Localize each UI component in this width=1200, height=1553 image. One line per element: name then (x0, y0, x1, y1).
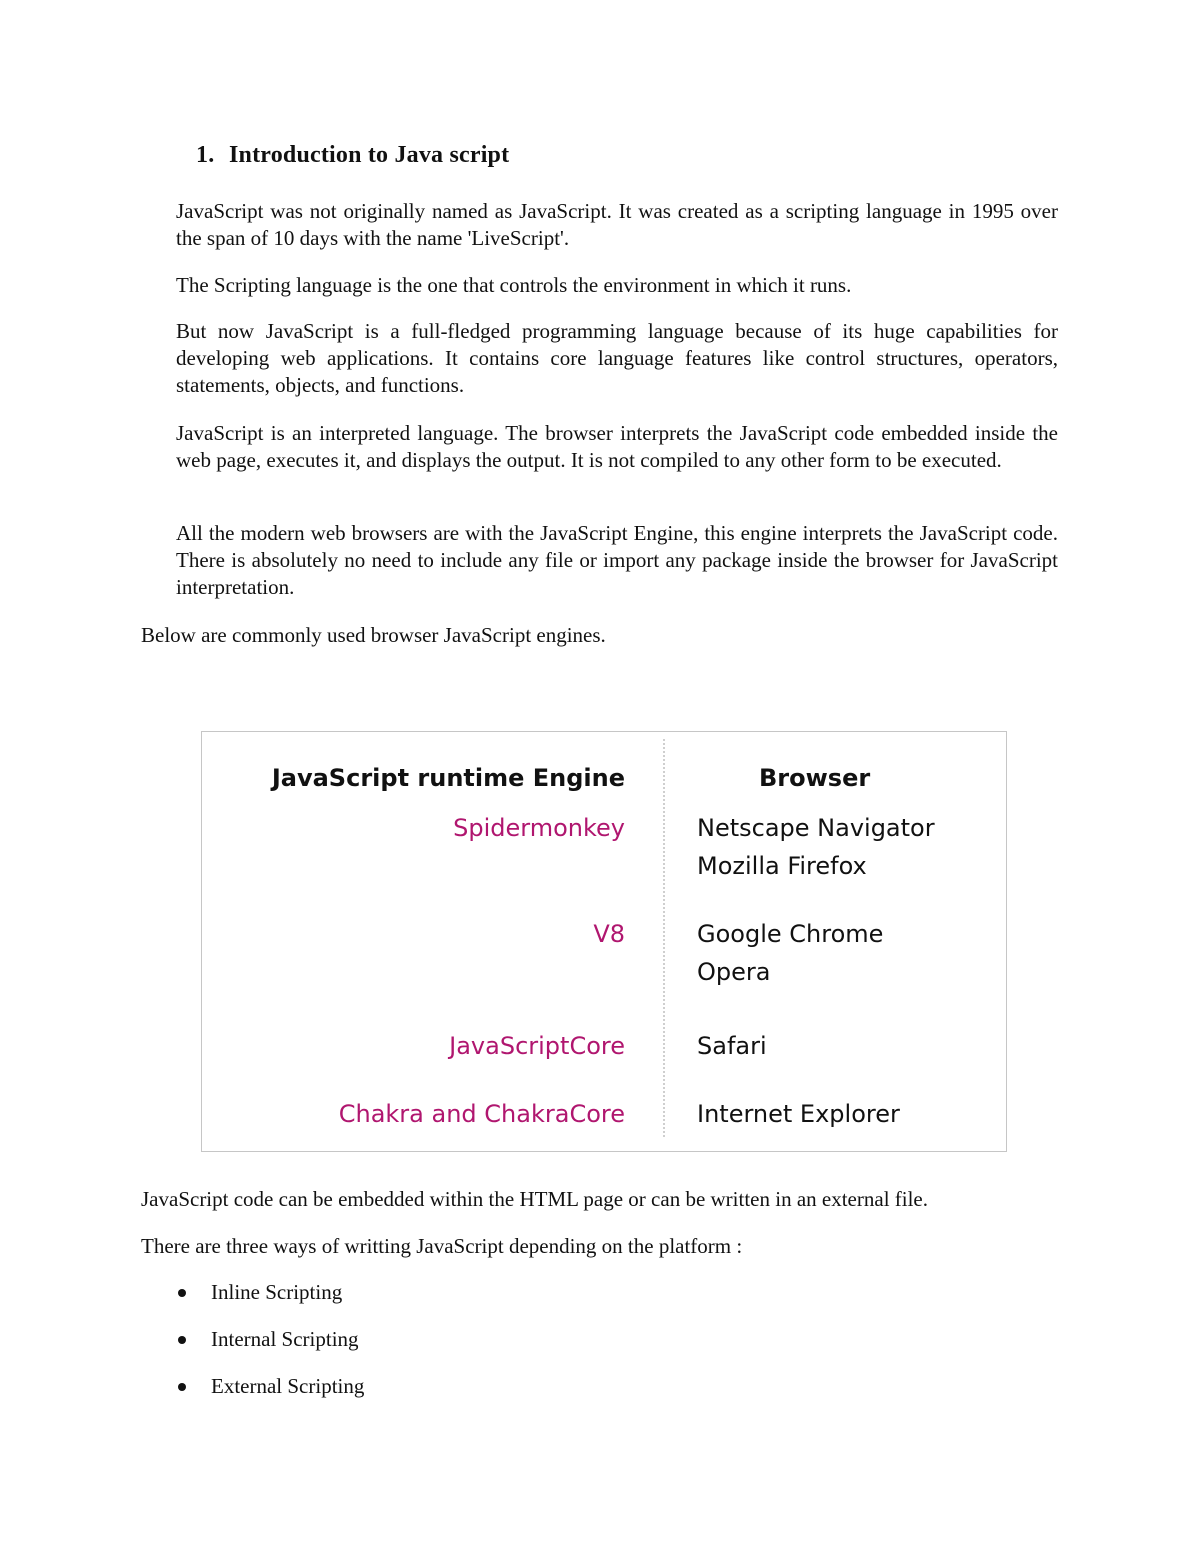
engine-name: Spidermonkey (453, 814, 625, 842)
ways-paragraph: There are three ways of writting JavaScript depending on the platform : (141, 1234, 743, 1258)
browser-name: Opera (697, 958, 771, 986)
engines-table (267, 739, 953, 1137)
engines-intro: Below are commonly used browser JavaScript engines. (141, 623, 606, 647)
section-title: Introduction to Java script (229, 142, 510, 168)
bullet-icon (178, 1336, 186, 1344)
list-item (176, 1373, 364, 1420)
paragraph: JavaScript was not originally named as JavaScript. It was created as a scripting language in 1995 over the span of 10 days with the name 'LiveScript'. (176, 199, 1058, 250)
engines-table-figure (201, 731, 1007, 1152)
browser-name: Google Chrome (697, 920, 884, 948)
list-item-label: Internal Scripting (211, 1327, 359, 1351)
ways-list (176, 1279, 364, 1420)
engine-name: V8 (593, 920, 625, 948)
column-divider (663, 739, 665, 1137)
engine-name: JavaScriptCore (449, 1032, 625, 1060)
browser-name: Internet Explorer (697, 1100, 900, 1128)
paragraph: The Scripting language is the one that controls the environment in which it runs. (176, 273, 852, 297)
embed-paragraph: JavaScript code can be embedded within the HTML page or can be written in an external file. (141, 1187, 929, 1211)
engine-name: Chakra and ChakraCore (338, 1100, 625, 1128)
browser-column-header: Browser (759, 764, 871, 792)
bullet-icon (178, 1289, 186, 1297)
bullet-icon (178, 1383, 186, 1391)
browser-name: Netscape Navigator (697, 814, 935, 842)
paragraph: All the modern web browsers are with the JavaScript Engine, this engine interprets the JavaScript code. There is absolutely no need to include any file or import any package inside the browser for JavaScript interpretation. (176, 521, 1058, 599)
section-number: 1. (196, 142, 215, 168)
list-item-label: Inline Scripting (211, 1280, 343, 1304)
paragraph: JavaScript is an interpreted language. The browser interprets the JavaScript code embedded inside the web page, executes it, and displays the output. It is not compiled to any other form to be executed. (176, 421, 1058, 472)
browser-name: Mozilla Firefox (697, 852, 867, 880)
list-item (176, 1326, 364, 1373)
browser-name: Safari (697, 1032, 767, 1060)
paragraph: But now JavaScript is a full-fledged programming language because of its huge capabilities for developing web applications. It contains core language features like control structures, operators, statements, objects, and functions. (176, 319, 1058, 397)
list-item-label: External Scripting (211, 1374, 365, 1398)
list-item (176, 1279, 364, 1326)
section-heading (196, 142, 509, 169)
engine-column-header: JavaScript runtime Engine (271, 764, 625, 792)
